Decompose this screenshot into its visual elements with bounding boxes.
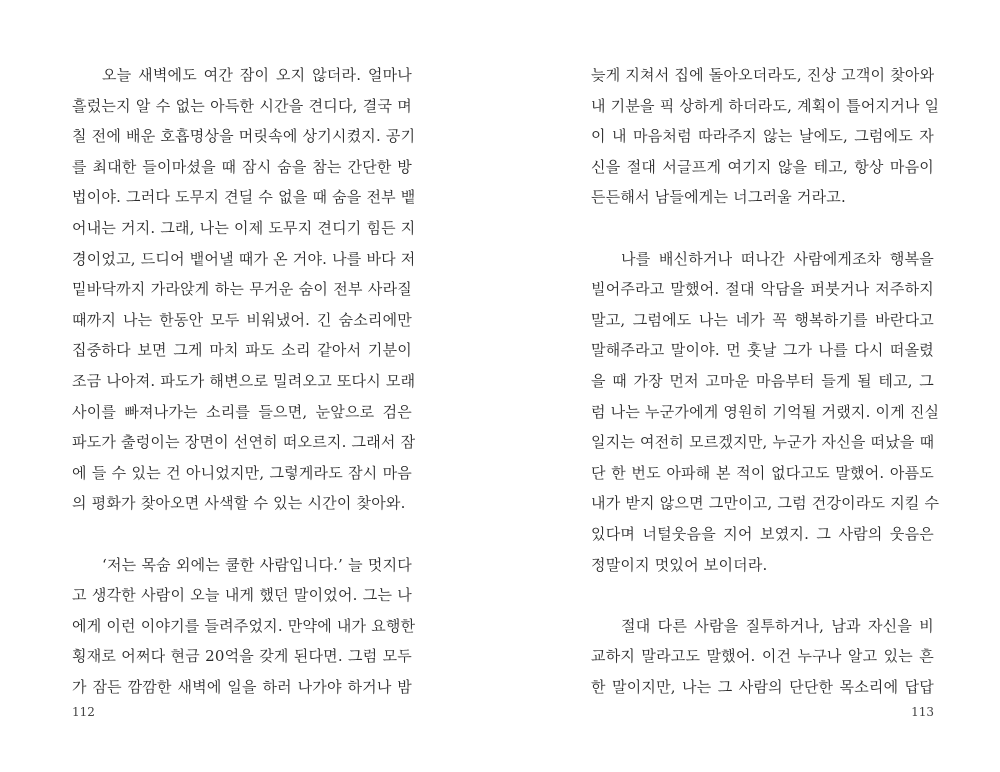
text-line: 정말이지 멋있어 보이더라. xyxy=(591,555,768,574)
page-number: 113 xyxy=(911,705,934,719)
paragraph xyxy=(72,60,416,519)
text-line: 흘렀는지 알 수 없는 아득한 시간을 견디다, 결국 며 xyxy=(72,96,412,115)
text-line: 을 때 가장 먼저 고마운 마음부터 들게 될 테고, 그 xyxy=(591,371,934,390)
text-line: 이 내 마음처럼 따라주지 않는 날에도, 그럼에도 자 xyxy=(591,127,934,146)
text-line: 말해주라고 말이야. 먼 훗날 그가 나를 다시 떠올렸 xyxy=(591,341,934,360)
text-line: 절대 다른 사람을 질투하거나, 남과 자신을 비 xyxy=(621,616,934,635)
text-line: ‘저는 목숨 외에는 쿨한 사람입니다.’ 늘 멋지다 xyxy=(102,555,412,574)
text-line: 신을 절대 서글프게 여기지 않을 테고, 항상 마음이 xyxy=(591,157,934,176)
text-line: 늦게 지쳐서 집에 돌아오더라도, 진상 고객이 찾아와 xyxy=(591,66,935,84)
text-line: 교하지 말라고도 말했어. 이건 누구나 알고 있는 흔 xyxy=(591,647,934,666)
text-line: 럼 나는 누군가에게 영원히 기억될 거랬지. 이게 진실 xyxy=(591,402,940,421)
text-line: 한 말이지만, 나는 그 사람의 단단한 목소리에 답답 xyxy=(591,677,934,696)
text-line: 내가 받지 않으면 그만이고, 그럼 건강이라도 지킬 수 xyxy=(591,494,940,513)
paragraph xyxy=(591,611,934,703)
text-line: 에게 이런 이야기를 들려주었지. 만약에 내가 요행한 xyxy=(72,616,416,635)
text-line: 어내는 거지. 그래, 나는 이제 도무지 견디기 힘든 지 xyxy=(72,218,416,237)
paragraph-gap xyxy=(591,213,934,244)
page-number: 112 xyxy=(72,705,95,719)
text-line: 밑바닥까지 가라앉게 하는 무거운 숨이 전부 사라질 xyxy=(72,280,412,299)
text-line: 의 평화가 찾아오면 사색할 수 있는 시간이 찾아와. xyxy=(72,494,406,513)
paragraph xyxy=(72,550,416,703)
text-line: 가 잠든 깜깜한 새벽에 일을 하러 나가야 하거나 밤 xyxy=(72,677,412,696)
text-line: 법이야. 그러다 도무지 견딜 수 없을 때 숨을 전부 뱉 xyxy=(72,188,416,207)
text-line: 집중하다 보면 그게 마치 파도 소리 같아서 기분이 xyxy=(72,341,412,360)
text-line: 단 한 번도 아파해 본 적이 없다고도 말했어. 아픔도 xyxy=(591,463,934,482)
text-line: 있다며 너털웃음을 지어 보였지. 그 사람의 웃음은 xyxy=(591,524,934,543)
text-line: 를 최대한 들이마셨을 때 잠시 숨을 참는 간단한 방 xyxy=(72,157,412,176)
text-line: 에 들 수 있는 건 아니었지만, 그렇게라도 잠시 마음 xyxy=(72,463,412,482)
paragraph-gap xyxy=(72,519,412,550)
paragraph xyxy=(591,244,940,581)
text-line: 칠 전에 배운 호흡명상을 머릿속에 상기시켰지. 공기 xyxy=(72,127,416,146)
text-line: 내 기분을 픽 상하게 하더라도, 계획이 틀어지거나 일 xyxy=(591,96,940,115)
right-page-text xyxy=(591,60,940,702)
text-line: 경이었고, 드디어 뱉어낼 때가 온 거야. 나를 바다 저 xyxy=(72,249,416,268)
text-line: 든든해서 남들에게는 너그러울 거라고. xyxy=(591,188,846,207)
text-line: 사이를 빠져나가는 소리를 들으면, 눈앞으로 검은 xyxy=(72,402,412,421)
text-line: 말고, 그럼에도 나는 네가 꼭 행복하기를 바란다고 xyxy=(591,310,934,329)
right-page xyxy=(591,0,940,772)
text-line: 일지는 여전히 모르겠지만, 누군가 자신을 떠났을 때 xyxy=(591,433,935,452)
text-line: 조금 나아져. 파도가 해변으로 밀려오고 또다시 모래 xyxy=(72,371,416,390)
text-line: 나를 배신하거나 떠나간 사람에게조차 행복을 xyxy=(621,249,934,268)
text-line: 빌어주라고 말했어. 절대 악담을 퍼붓거나 저주하지 xyxy=(591,280,934,299)
text-line: 고 생각한 사람이 오늘 내게 했던 말이었어. 그는 나 xyxy=(72,586,412,605)
paragraph-gap xyxy=(591,580,934,611)
text-line: 파도가 출렁이는 장면이 선연히 떠오르지. 그래서 잠 xyxy=(72,433,416,452)
paragraph xyxy=(591,60,940,213)
text-line: 때까지 나는 한동안 모두 비워냈어. 긴 숨소리에만 xyxy=(72,310,412,329)
left-page xyxy=(72,0,416,772)
text-line: 횡재로 어쩌다 현금 20억을 갖게 된다면. 그럼 모두 xyxy=(72,647,412,666)
text-line: 오늘 새벽에도 여간 잠이 오지 않더라. 얼마나 xyxy=(102,66,412,84)
left-page-text xyxy=(72,60,416,702)
